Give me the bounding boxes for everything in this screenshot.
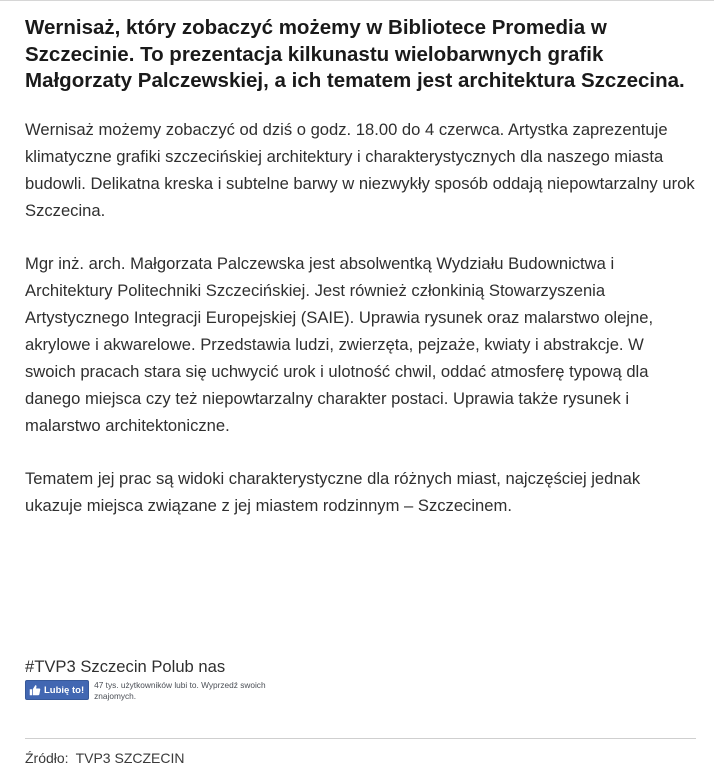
article-paragraph-2: Mgr inż. arch. Małgorzata Palczewska jest absolwentką Wydziału Budownictwa i Architektury Politechniki Szczecińskiej. Jest również członkinią Stowarzyszenia Artystycznego Integracji Europejskiej (SAIE). Uprawia rysunek oraz malarstwo olejne, akrylowe i akwarelowe. Przedstawia ludzi, zwierzęta, pejzaże, kwiaty i abstrakcje. W swoich pracach stara się uchwycić urok i ulotność chwil, oddać atmosferę typową dla danego miejsca czy też niepowtarzalny charakter postaci. Uprawia także rysunek i malarstwo architektoniczne. (25, 254, 654, 435)
facebook-like-count: 47 tys. użytkowników lubi to. Wyprzedź swoich znajomych. (94, 680, 266, 701)
facebook-like-button-label: Lubię to! (44, 684, 85, 696)
thumbs-up-icon (29, 684, 41, 696)
source-label: Źródło: (25, 750, 69, 766)
article-paragraph-3: Tematem jej prac są widoki charakterystyczne dla różnych miast, najczęściej jednak ukazuje miejsca związane z jej miastem rodzinnym – Szczecinem. (25, 469, 641, 515)
source-divider (25, 738, 696, 739)
source-line (25, 749, 184, 767)
hashtag-like-us[interactable]: #TVP3 Szczecin Polub nas (25, 657, 226, 676)
article-lead: Wernisaż, który zobaczyć możemy w Bibliotece Promedia w Szczecinie. To prezentacja kilkunastu wielobarwnych grafik Małgorzaty Palczewskiej, a ich tematem jest architektura Szczecina. (25, 16, 685, 92)
facebook-like-widget (25, 680, 272, 702)
source-value: TVP3 SZCZECIN (75, 750, 185, 766)
article-paragraph-1: Wernisaż możemy zobaczyć od dziś o godz. 18.00 do 4 czerwca. Artystka zaprezentuje klimatyczne grafiki szczecińskiej architektury i charakterystycznych dla naszego miasta budowli. Delikatna kreska i subtelne barwy w niezwykły sposób oddają niepowtarzalny urok Szczecina. (25, 120, 695, 220)
top-border (0, 0, 714, 1)
facebook-like-button[interactable] (25, 680, 89, 700)
